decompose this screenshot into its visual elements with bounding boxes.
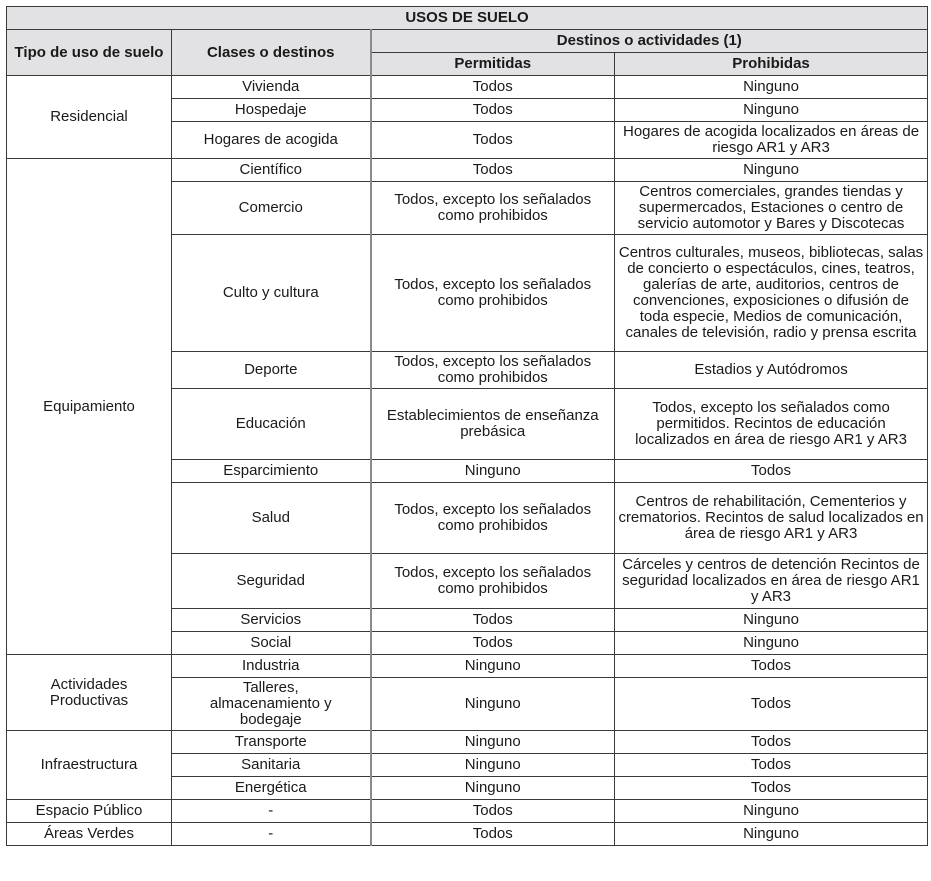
permitidas-cell: Todos — [371, 122, 615, 159]
prohibidas-cell: Ninguno — [615, 632, 928, 655]
permitidas-cell: Todos — [371, 632, 615, 655]
clase-cell: Energética — [172, 777, 371, 800]
tipo-cell: Residencial — [7, 76, 172, 159]
table-row — [7, 823, 928, 846]
permitidas-cell: Todos, excepto los señalados como prohibidos — [371, 352, 615, 389]
clase-cell: Sanitaria — [172, 754, 371, 777]
clase-cell: Industria — [172, 655, 371, 678]
permitidas-cell: Todos — [371, 159, 615, 182]
clase-cell: Social — [172, 632, 371, 655]
permitidas-cell: Ninguno — [371, 731, 615, 754]
clase-cell: Salud — [172, 483, 371, 554]
header-prohibidas: Prohibidas — [615, 53, 928, 76]
clase-cell: Servicios — [172, 609, 371, 632]
clase-cell: Hospedaje — [172, 99, 371, 122]
permitidas-cell: Todos — [371, 823, 615, 846]
header-destinos: Destinos o actividades (1) — [371, 30, 928, 53]
prohibidas-cell: Ninguno — [615, 159, 928, 182]
permitidas-cell: Ninguno — [371, 777, 615, 800]
prohibidas-cell: Centros comerciales, grandes tiendas y supermercados, Estaciones o centro de servicio automotor y Bares y Discotecas — [615, 182, 928, 235]
clase-cell: Educación — [172, 389, 371, 460]
permitidas-cell: Todos — [371, 76, 615, 99]
permitidas-cell: Todos, excepto los señalados como prohibidos — [371, 483, 615, 554]
clase-cell: - — [172, 800, 371, 823]
tipo-cell: Áreas Verdes — [7, 823, 172, 846]
prohibidas-cell: Estadios y Autódromos — [615, 352, 928, 389]
prohibidas-cell: Todos, excepto los señalados como permitidos. Recintos de educación localizados en área de riesgo AR1 y AR3 — [615, 389, 928, 460]
permitidas-cell: Todos — [371, 99, 615, 122]
prohibidas-cell: Ninguno — [615, 609, 928, 632]
prohibidas-cell: Todos — [615, 655, 928, 678]
clase-cell: Vivienda — [172, 76, 371, 99]
tipo-cell: Equipamiento — [7, 159, 172, 655]
prohibidas-cell: Centros de rehabilitación, Cementerios y crematorios. Recintos de salud localizados en área de riesgo AR1 y AR3 — [615, 483, 928, 554]
tipo-cell: Infraestructura — [7, 731, 172, 800]
prohibidas-cell: Todos — [615, 678, 928, 731]
clase-cell: Hogares de acogida — [172, 122, 371, 159]
table-row — [7, 159, 928, 182]
permitidas-cell: Ninguno — [371, 754, 615, 777]
prohibidas-cell: Todos — [615, 777, 928, 800]
permitidas-cell: Todos, excepto los señalados como prohibidos — [371, 235, 615, 352]
header-clases: Clases o destinos — [172, 30, 371, 76]
table-row — [7, 800, 928, 823]
permitidas-cell: Ninguno — [371, 678, 615, 731]
clase-cell: Deporte — [172, 352, 371, 389]
clase-cell: - — [172, 823, 371, 846]
permitidas-cell: Todos — [371, 800, 615, 823]
prohibidas-cell: Todos — [615, 731, 928, 754]
clase-cell: Comercio — [172, 182, 371, 235]
permitidas-cell: Ninguno — [371, 655, 615, 678]
table-row — [7, 76, 928, 99]
prohibidas-cell: Hogares de acogida localizados en áreas de riesgo AR1 y AR3 — [615, 122, 928, 159]
prohibidas-cell: Todos — [615, 460, 928, 483]
clase-cell: Transporte — [172, 731, 371, 754]
clase-cell: Talleres, almacenamiento y bodegaje — [172, 678, 371, 731]
prohibidas-cell: Ninguno — [615, 76, 928, 99]
tipo-cell: Espacio Público — [7, 800, 172, 823]
clase-cell: Culto y cultura — [172, 235, 371, 352]
prohibidas-cell: Centros culturales, museos, bibliotecas, salas de concierto o espectáculos, cines, teatros, galerías de arte, auditorios, centros de convenciones, exposiciones o difusión de toda especie, Medios de comunicación, canales de televisión, radio y prensa escrita — [615, 235, 928, 352]
land-use-table — [6, 6, 928, 846]
prohibidas-cell: Ninguno — [615, 823, 928, 846]
clase-cell: Seguridad — [172, 554, 371, 609]
permitidas-cell: Todos, excepto los señalados como prohibidos — [371, 182, 615, 235]
prohibidas-cell: Todos — [615, 754, 928, 777]
header-permitidas: Permitidas — [371, 53, 615, 76]
table-row — [7, 655, 928, 678]
permitidas-cell: Establecimientos de enseñanza prebásica — [371, 389, 615, 460]
prohibidas-cell: Ninguno — [615, 800, 928, 823]
prohibidas-cell: Cárceles y centros de detención Recintos de seguridad localizados en área de riesgo AR1 y AR3 — [615, 554, 928, 609]
prohibidas-cell: Ninguno — [615, 99, 928, 122]
permitidas-cell: Todos, excepto los señalados como prohibidos — [371, 554, 615, 609]
table-title: USOS DE SUELO — [7, 7, 928, 30]
permitidas-cell: Ninguno — [371, 460, 615, 483]
permitidas-cell: Todos — [371, 609, 615, 632]
tipo-cell: Actividades Productivas — [7, 655, 172, 731]
clase-cell: Esparcimiento — [172, 460, 371, 483]
header-tipo: Tipo de uso de suelo — [7, 30, 172, 76]
clase-cell: Científico — [172, 159, 371, 182]
table-row — [7, 731, 928, 754]
